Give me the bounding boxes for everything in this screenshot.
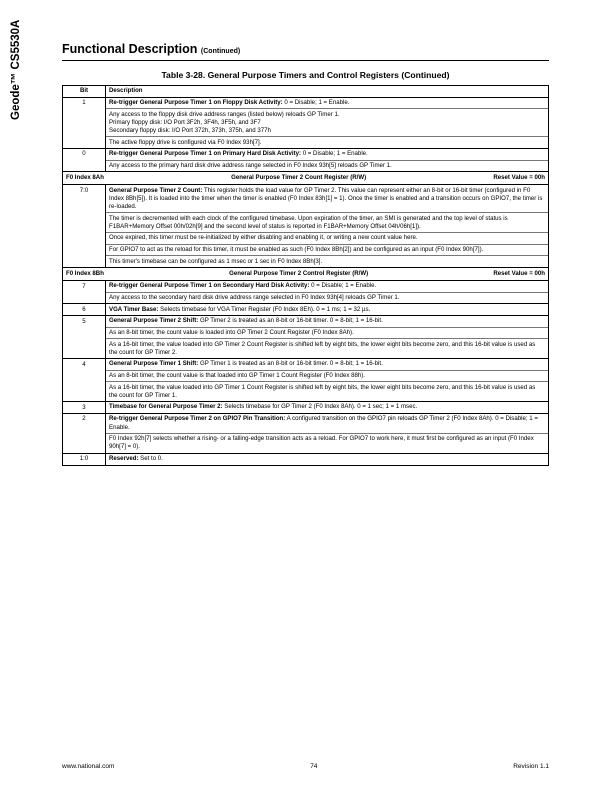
description-line (106, 359, 548, 371)
field-text: As a 16-bit timer, the value loaded into GP Timer 2 Count Register is shifted left by eight bits, the lower eight bits become zero, and this 16-bit value is used as the count for GP Timer 2. (109, 340, 536, 356)
description-cell (106, 281, 549, 304)
description-line (106, 382, 548, 401)
description-line (106, 109, 548, 137)
section-title-text: Functional Description (62, 42, 198, 56)
field-text: Any access to the primary hard disk drive address range selected in F0 Index 93h[5] reloads GP Timer 1. (109, 161, 392, 169)
field-text: Selects timebase for GP Timer 2 (F0 Index 8Ah). 0 = 1 sec; 1 = 1 msec. (222, 403, 418, 411)
description-line (106, 328, 548, 340)
bit-cell: 1:0 (63, 453, 106, 465)
column-header-bit: Bit (63, 86, 106, 98)
field-name: General Purpose Timer 1 Shift: (109, 360, 199, 368)
field-text: 0 = Disable; 1 = Enable. (309, 282, 377, 290)
table-row (63, 316, 549, 359)
bit-cell: 0 (63, 149, 106, 172)
field-text: GP Timer 2 is treated as an 8-bit or 16-bit timer. 0 = 8-bit; 1 = 16-bit. (198, 317, 383, 325)
description-line (106, 434, 548, 453)
section-rule (62, 60, 549, 61)
table-body-part3 (63, 281, 549, 465)
field-text: As an 8-bit timer, the count value is loaded into GP Timer 2 Count Register (F0 Index 8Ah). (109, 329, 354, 337)
field-text: 0 = Disable; 1 = Enable. (282, 99, 350, 106)
field-name: Re-trigger General Purpose Timer 1 on Secondary Hard Disk Activity: (109, 282, 310, 290)
bit-cell: 3 (63, 402, 106, 414)
register-header-8bh (63, 268, 549, 281)
field-text: Any access to the secondary hard disk drive address range selected in F0 Index 93h[4] reloads GP Timer 1. (109, 294, 400, 302)
field-name: Reserved: (109, 454, 139, 462)
field-text: The active floppy drive is configured via F0 Index 93h[7]. (109, 138, 262, 146)
bit-cell: 7 (63, 281, 106, 304)
register-index: F0 Index 8Ah (66, 174, 104, 182)
description-line (106, 316, 548, 328)
table-row (63, 359, 549, 402)
description-line (106, 281, 548, 293)
table-row (63, 304, 549, 316)
description-line (106, 256, 548, 267)
description-cell (106, 149, 549, 172)
field-text: The timer is decremented with each clock of the configured timebase. Upon expiration of the timer, an SMI is generated and the top level of status is F1BAR+Memory Offset 00h/02h[9] and the second level of status is reported in F1BAR+Memory Offset 04h/06h[1]). (109, 214, 508, 230)
field-text: 0 = Disable; 1 = Enable. (301, 150, 368, 158)
bit-cell: 2 (63, 414, 106, 454)
bit-cell: 4 (63, 359, 106, 402)
description-line (106, 371, 548, 383)
description-line (106, 339, 548, 358)
field-text: For GPIO7 to act as the reload for this timer, it must be enabled as such (F0 Index 8Bh[2]) and be configured as an input (F0 Index 90h[7]). (109, 246, 484, 254)
description-line (106, 454, 548, 465)
table-row (63, 402, 549, 414)
field-text: Any access to the floppy disk drive address ranges (listed below) reloads GP Timer 1. Primary floppy disk: I/O Port 3F2h, 3F4h, 3F5h, and 3F7 Secondary floppy disk: I/O Port 372h, 373h, 375h, and 377h (109, 110, 340, 135)
table-row (63, 97, 549, 148)
field-text: This register holds the load value for GP Timer 2. This value can represent either an 8-bit or 16-bit timer (configured in F0 Index 8Bh[5]). It is loaded into the timer when the timer is enabled (F0 Index 83h[1] = 1). Once the timer is enabled and a transition occurs on GPIO7, the timer is re-loaded. (109, 186, 543, 211)
register-header-cell (63, 268, 549, 281)
section-title (62, 42, 240, 56)
page-number: 74 (310, 763, 318, 770)
table-row (63, 149, 549, 172)
description-line (106, 233, 548, 245)
register-table (62, 85, 549, 466)
description-line (106, 185, 548, 213)
bit-cell: 7:0 (63, 185, 106, 268)
description-cell (106, 97, 549, 148)
register-header-cell (63, 172, 549, 185)
table-row (63, 453, 549, 465)
field-text: F0 Index 92h[7] selects whether a rising- or a falling-edge transition acts as a reload. For GPIO7 to work here, it must first be configured as an input (F0 Index 90h[7] = 0). (109, 435, 534, 451)
field-name: VGA Timer Base: (109, 305, 159, 313)
description-cell (106, 359, 549, 402)
bit-cell: 1 (63, 97, 106, 148)
register-name: General Purpose Timer 2 Count Register (R/W) (231, 174, 367, 182)
table-row (63, 281, 549, 304)
table-caption: Table 3-28. General Purpose Timers and Control Registers (Continued) (161, 70, 450, 80)
description-line (106, 414, 548, 434)
field-text: A configured transition on the GPIO7 pin reloads GP Timer 2 (F0 Index 8Ah). 0 = Disable; 1 = Enable. (109, 415, 538, 431)
field-text: Set to 0. (138, 454, 163, 462)
field-name: General Purpose Timer 2 Shift: (109, 317, 199, 325)
description-cell (106, 304, 549, 316)
table-body-part1 (63, 97, 549, 171)
footer-revision: Revision 1.1 (513, 763, 549, 770)
register-reset-value: Reset Value = 00h (493, 270, 545, 278)
description-cell (106, 453, 549, 465)
field-text: This timer's timebase can be configured as 1 msec or 1 sec in F0 Index 8Bh[3]. (109, 257, 323, 265)
register-header-8ah (63, 172, 549, 185)
register-index: F0 Index 8Bh (66, 270, 104, 278)
description-line (106, 293, 548, 304)
field-name: Re-trigger General Purpose Timer 1 on Floppy Disk Activity: (109, 99, 283, 106)
description-cell (106, 316, 549, 359)
description-line (106, 161, 548, 172)
field-name: General Purpose Timer 2 Count: (109, 186, 203, 194)
description-line (106, 304, 548, 315)
field-name: Re-trigger General Purpose Timer 1 on Primary Hard Disk Activity: (109, 150, 302, 158)
bit-cell: 5 (63, 316, 106, 359)
field-text: As a 16-bit timer, the value loaded into GP Timer 1 Count Register is shifted left by eight bits, the lower eight bits become zero, and this 16-bit value is used as the count for GP Timer 1. (109, 383, 536, 399)
description-line (106, 402, 548, 413)
footer-website: www.national.com (62, 763, 115, 770)
field-text: GP Timer 1 is treated as an 8-bit or 16-bit timer. 0 = 8-bit; 1 = 16-bit. (198, 360, 383, 368)
section-continued: (Continued) (200, 48, 241, 55)
register-name: General Purpose Timer 2 Control Register (R/W) (229, 270, 369, 278)
description-cell (106, 414, 549, 454)
table-header-row (63, 86, 549, 98)
bit-cell: 6 (63, 304, 106, 316)
field-text: As an 8-bit timer, the count value is that loaded into GP Timer 1 Count Register (F0 Index 88h). (109, 372, 365, 380)
register-reset-value: Reset Value = 00h (493, 174, 545, 182)
description-line (106, 98, 548, 110)
field-text: Once expired, this timer must be re-initialized by either disabling and enabling it, or writing a new count value here. (109, 234, 418, 242)
description-line (106, 245, 548, 257)
description-line (106, 137, 548, 148)
page-footer (62, 763, 549, 770)
description-cell (106, 185, 549, 268)
table-row (63, 414, 549, 454)
field-name: Re-trigger General Purpose Timer 2 on GPIO7 Pin Transition: (109, 415, 286, 423)
field-name: Timebase for General Purpose Timer 2: (109, 403, 223, 411)
field-text: Selects timebase for VGA Timer Register (F0 Index 8Eh). 0 = 1 ms; 1 = 32 µs. (158, 305, 371, 313)
table-row (63, 185, 549, 268)
description-line (106, 149, 548, 161)
table-body-part2 (63, 185, 549, 268)
description-cell (106, 402, 549, 414)
register-header-row (63, 172, 549, 185)
column-header-description: Description (106, 86, 549, 98)
register-header-row (63, 268, 549, 281)
side-title: Geode™ CS5530A (10, 19, 22, 120)
description-line (106, 213, 548, 233)
